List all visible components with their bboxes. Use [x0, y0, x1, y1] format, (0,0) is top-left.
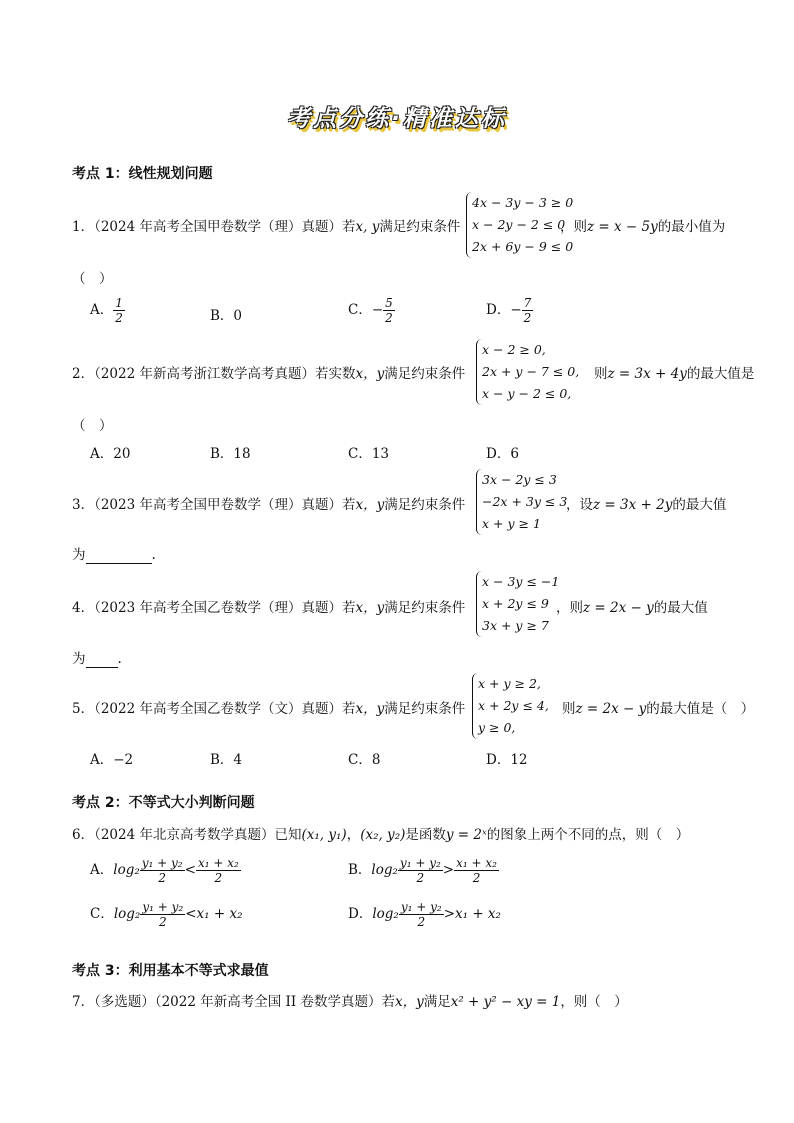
q4-then: ，则	[556, 600, 583, 616]
q1-answer-paren: （ ）	[72, 271, 113, 287]
q1-vars: x, y	[355, 219, 380, 235]
q1-then: ，则	[560, 219, 587, 235]
q7-vars: x，y	[394, 994, 424, 1010]
q5-mid: 满足约束条件	[384, 701, 466, 717]
q1-constraint: 4x − 3y − 3 ≥ 0	[472, 195, 574, 210]
q2-vars: x，y	[355, 366, 385, 382]
q1-constraint: 2x + 6y − 9 ≤ 0	[472, 239, 574, 254]
q3-constraint: x + y ≥ 1	[482, 516, 541, 531]
q3-suffix: 的最大值	[672, 497, 727, 513]
q6-point-1: (x₁, y₁)	[301, 827, 347, 843]
q2-prefix: 2．（2022 年新高考浙江数学高考真题）若实数	[72, 366, 356, 382]
q4-answer-blank[interactable]	[86, 651, 118, 668]
q2-suffix: 的最大值是	[686, 366, 755, 382]
q6-option-c[interactable]: C．log₂ $\frac{\text{y₁ + y₂}}{2}$ <x₁ + x₂	[90, 900, 243, 929]
q1-suffix: 的最小值为	[657, 219, 726, 235]
q6-function: y = 2ˣ	[445, 827, 487, 843]
q5-option-c[interactable]: C．8	[348, 752, 381, 768]
q7-prefix: 7．（多选题）（2022 年新高考全国 II 卷数学真题）若	[72, 994, 395, 1010]
q3-constraint: 3x − 2y ≤ 3	[482, 472, 557, 487]
q4-constraint: x + 2y ≤ 9	[482, 596, 549, 611]
section-heading-2: 考点 2：不等式大小判断问题	[72, 795, 255, 811]
q3-mid: 满足约束条件	[384, 497, 466, 513]
q4-constraint: x − 3y ≤ −1	[482, 574, 560, 589]
q3-vars: x，y	[355, 497, 385, 513]
q7-mid: 满足	[423, 994, 451, 1010]
q2-option-d[interactable]: D．6	[486, 446, 519, 462]
q6-suffix: 的图象上两个不同的点，则（ ）	[486, 827, 690, 843]
q4-constraint: 3x + y ≥ 7	[482, 618, 549, 633]
q3-constraint: −2x + 3y ≤ 3	[482, 494, 568, 509]
q4-vars: x，y	[355, 600, 385, 616]
q3-prefix: 3．（2023 年高考全国甲卷数学（理）真题）若	[72, 497, 356, 513]
page-title: 考点分练·精准达标	[287, 106, 507, 132]
q2-objective: z = 3x + 4y	[607, 366, 687, 382]
q4-objective: z = 2x − y	[583, 600, 654, 616]
q4-constraint-system	[476, 571, 559, 637]
q3-objective: z = 3x + 2y	[593, 497, 673, 513]
q5-constraint: x + y ≥ 2,	[478, 676, 541, 691]
q1-objective: z = x − 5y	[587, 219, 658, 235]
q3-constraint-system	[476, 469, 567, 535]
q2-constraint: 2x + y − 7 ≤ 0,	[482, 364, 580, 379]
q3-tail: 为	[72, 547, 86, 563]
q2-option-a[interactable]: A．20	[90, 446, 131, 462]
q1-mid: 满足约束条件	[379, 219, 461, 235]
q6-option-a[interactable]: A．log₂ $\frac{\text{y₁ + y₂}}{2}$ < $\frac{\text{x₁ + x₂}}{2}$	[90, 856, 239, 885]
q4-prefix: 4．（2023 年高考全国乙卷数学（理）真题）若	[72, 600, 356, 616]
q2-constraint: x − 2 ≥ 0,	[482, 342, 546, 357]
q5-option-a[interactable]: A．−2	[90, 752, 134, 768]
q5-then: 则	[562, 701, 576, 717]
q6-option-d[interactable]: D．log₂ $\frac{\text{y₁ + y₂}}{2}$ >x₁ + x₂	[348, 900, 501, 929]
q2-constraint: x − y − 2 ≤ 0,	[482, 386, 572, 401]
q4-suffix: 的最大值	[653, 600, 708, 616]
q6-point-2: (x₂, y₂)	[360, 827, 406, 843]
q1-option-c[interactable]: C．− $\frac{5}{2}$	[348, 296, 393, 325]
section-heading-3: 考点 3：利用基本不等式求最值	[72, 963, 269, 979]
q4-tail: 为	[72, 651, 86, 667]
q3-then: ，设	[566, 497, 593, 513]
section-heading-1: 考点 1：线性规划问题	[72, 166, 213, 182]
q1-option-d[interactable]: D．− $\frac{7}{2}$	[486, 296, 532, 325]
q2-answer-paren: （ ）	[72, 418, 113, 434]
q5-prefix: 5．（2022 年高考全国乙卷数学（文）真题）若	[72, 701, 356, 717]
q5-constraint-system	[472, 673, 549, 739]
q6-mid: 是函数	[405, 827, 446, 843]
q3-answer-blank[interactable]	[86, 547, 152, 564]
q4-mid: 满足约束条件	[384, 600, 466, 616]
q2-constraint-system	[476, 339, 579, 405]
q1-constraint: x − 2y − 2 ≤ 0	[472, 217, 566, 232]
q5-option-d[interactable]: D．12	[486, 752, 528, 768]
q2-option-b[interactable]: B．18	[210, 446, 251, 462]
q5-constraint: x + 2y ≤ 4,	[478, 698, 549, 713]
q1-option-a[interactable]: A． $\frac{1}{2}$	[90, 296, 123, 325]
q2-option-c[interactable]: C．13	[348, 446, 390, 462]
q7-equation: x² + y² − xy = 1	[450, 994, 561, 1010]
q5-option-b[interactable]: B．4	[210, 752, 243, 768]
q2-then: 则	[594, 366, 608, 382]
q5-vars: x，y	[355, 701, 385, 717]
q5-objective: z = 2x − y	[575, 701, 647, 717]
q7-suffix: ，则（ ）	[560, 994, 628, 1010]
q5-constraint: y ≥ 0,	[478, 720, 516, 735]
q6-prefix: 6．（2024 年北京高考数学真题）已知	[72, 827, 302, 843]
q2-mid: 满足约束条件	[384, 366, 466, 382]
q5-suffix: 的最大值是（ ）	[646, 701, 755, 717]
q6-option-b[interactable]: B．log₂ $\frac{\text{y₁ + y₂}}{2}$ > $\frac{\text{x₁ + x₂}}{2}$	[348, 856, 497, 885]
q1-constraint-system	[466, 192, 573, 258]
q1-option-b[interactable]: B．0	[210, 308, 243, 324]
q1-prefix: 1．（2024 年高考全国甲卷数学（理）真题）若	[72, 219, 356, 235]
